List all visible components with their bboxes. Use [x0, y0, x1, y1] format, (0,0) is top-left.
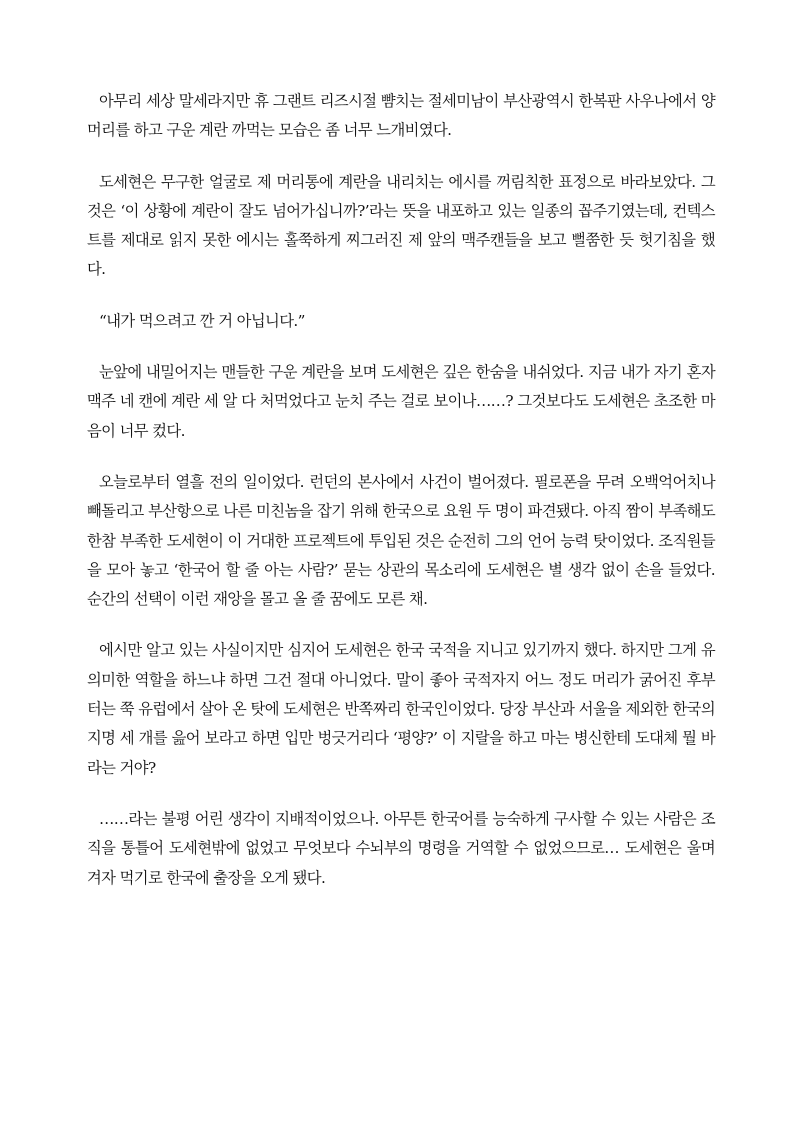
paragraph-2: 도세현은 무구한 얼굴로 제 머리통에 계란을 내리치는 에시를 꺼림칙한 표정으로 바라보았다. 그것은 ‘이 상황에 계란이 잘도 넘어가십니까?’라는 뜻을 내포하고 있는 일종의 꼽주기였는데, 컨텍스트를 제대로 읽지 못한 에시는 홀쭉하게 찌그러진 제 앞의 맥주캔들을 보고 뻘쭘한 듯 헛기침을 했다.	[87, 172, 715, 279]
paragraph-5: 오늘로부터 열흘 전의 일이었다. 런던의 본사에서 사건이 벌어졌다. 필로폰을 무려 오백억어치나 빼돌리고 부산항으로 나른 미친놈을 잡기 위해 한국으로 요원 두 명이 파견됐다. 아직 짬이 부족해도 한참 부족한 도세현이 이 거대한 프로젝트에 투입된 것은 순전히 그의 언어 능력 탓이었다. 조직원들을 모아 놓고 ‘한국어 할 줄 아는 사람?’ 묻는 상관의 목소리에 도세현은 별 생각 없이 손을 들었다. 순간의 선택이 이런 재앙을 몰고 올 줄 꿈에도 모른 채.	[87, 472, 715, 609]
paragraph-4: 눈앞에 내밀어지는 맨들한 구운 계란을 보며 도세현은 깊은 한숨을 내쉬었다. 지금 내가 자기 혼자 맥주 네 캔에 계란 세 알 다 처먹었다고 눈치 주는 걸로 보이나……? 그것보다도 도세현은 초조한 마음이 너무 컸다.	[87, 363, 715, 440]
paragraph-6: 에시만 알고 있는 사실이지만 심지어 도세현은 한국 국적을 지니고 있기까지 했다. 하지만 그게 유의미한 역할을 하느냐 하면 그건 절대 아니었다. 말이 좋아 국적자지 어느 정도 머리가 굵어진 후부터는 쭉 유럽에서 살아 온 탓에 도세현은 반쪽짜리 한국인이었다. 당장 부산과 서울을 제외한 한국의 지명 세 개를 읊어 보라고 하면 입만 벙긋거리다 ‘평양?’ 이 지랄을 하고 마는 병신한테 도대체 뭘 바라는 거야?	[87, 641, 715, 777]
paragraph-1: 아무리 세상 말세라지만 휴 그랜트 리즈시절 뺨치는 절세미남이 부산광역시 한복판 사우나에서 양머리를 하고 구운 계란 까먹는 모습은 좀 너무 느개비였다.	[87, 92, 715, 140]
paragraph-7: ……라는 불평 어린 생각이 지배적이었으나. 아무튼 한국어를 능숙하게 구사할 수 있는 사람은 조직을 통틀어 도세현밖에 없었고 무엇보다 수뇌부의 명령을 거역할 수 없었으므로… 도세현은 울며 겨자 먹기로 한국에 출장을 오게 됐다.	[87, 809, 715, 887]
paragraph-3: “내가 먹으려고 깐 거 아닙니다.”	[99, 311, 305, 330]
body-text	[87, 87, 715, 915]
